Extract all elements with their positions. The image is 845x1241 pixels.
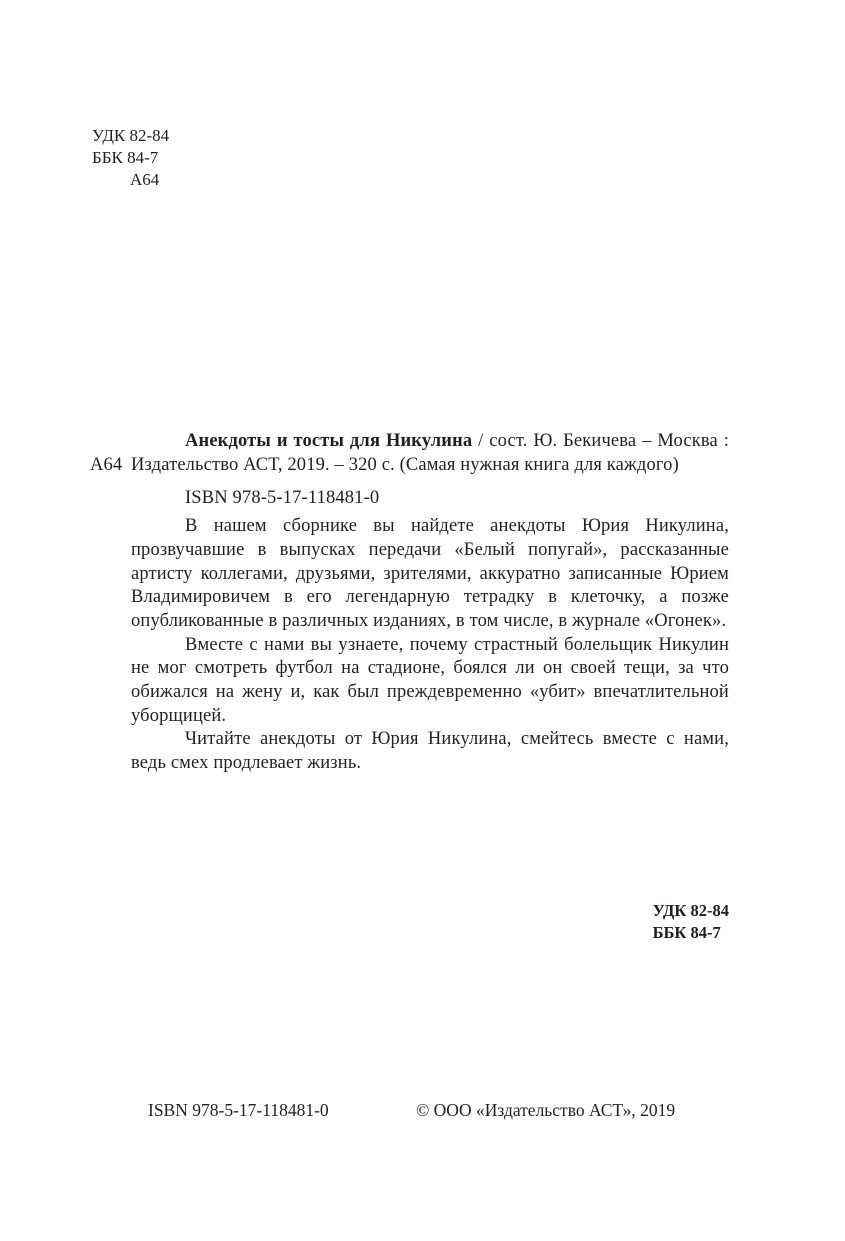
udk-code-bold: УДК 82-84 <box>652 901 729 920</box>
book-title: Анекдоты и тосты для Никулина <box>185 431 473 451</box>
bbk-code: ББК 84-7 <box>92 148 159 167</box>
bbk-code-bold: ББК 84-7 <box>652 923 721 942</box>
publication-info: – Москва : Издательство АСТ, 2019. – 320 с. (Самая нужная книга для каждого) <box>131 431 729 475</box>
top-classification <box>92 125 169 191</box>
author-sign: А64 <box>130 170 160 189</box>
bibliographic-record <box>90 430 729 776</box>
bottom-classification <box>653 900 729 944</box>
record-description <box>131 430 729 477</box>
record-author-sign: А64 <box>90 454 123 475</box>
footer-copyright: © ООО «Издательство АСТ», 2019 <box>416 1100 676 1120</box>
compiler: / сост. Ю. Бекичева <box>472 431 637 451</box>
annotation-paragraph: Читайте анекдоты от Юрия Никулина, смейтесь вместе с нами, ведь смех продлевает жизнь. <box>131 729 729 774</box>
footer-isbn: ISBN 978-5-17-118481-0 <box>148 1100 329 1120</box>
record-isbn: ISBN 978-5-17-118481-0 <box>185 488 380 509</box>
udk-code: УДК 82-84 <box>92 126 170 145</box>
annotation-paragraph: Вместе с нами вы узнаете, почему страстный болельщик Никулин не мог смотреть футбол на стадионе, боялся ли он своей тещи, за что обижался на жену и, как был преждевременно «убит» впечатлительной уборщицей. <box>131 634 729 726</box>
annotation-paragraph: В нашем сборнике вы найдете анекдоты Юрия Никулина, прозвучавшие в выпусках передачи «Белый попугай», рассказанные артисту коллегами, друзьями, зрителями, аккуратно записанные Юрием Владимировичем в его легендарную тетрадку в клеточку, а позже опубликованные в различных изданиях, в том числе, в журнале «Огонек». <box>131 516 729 631</box>
